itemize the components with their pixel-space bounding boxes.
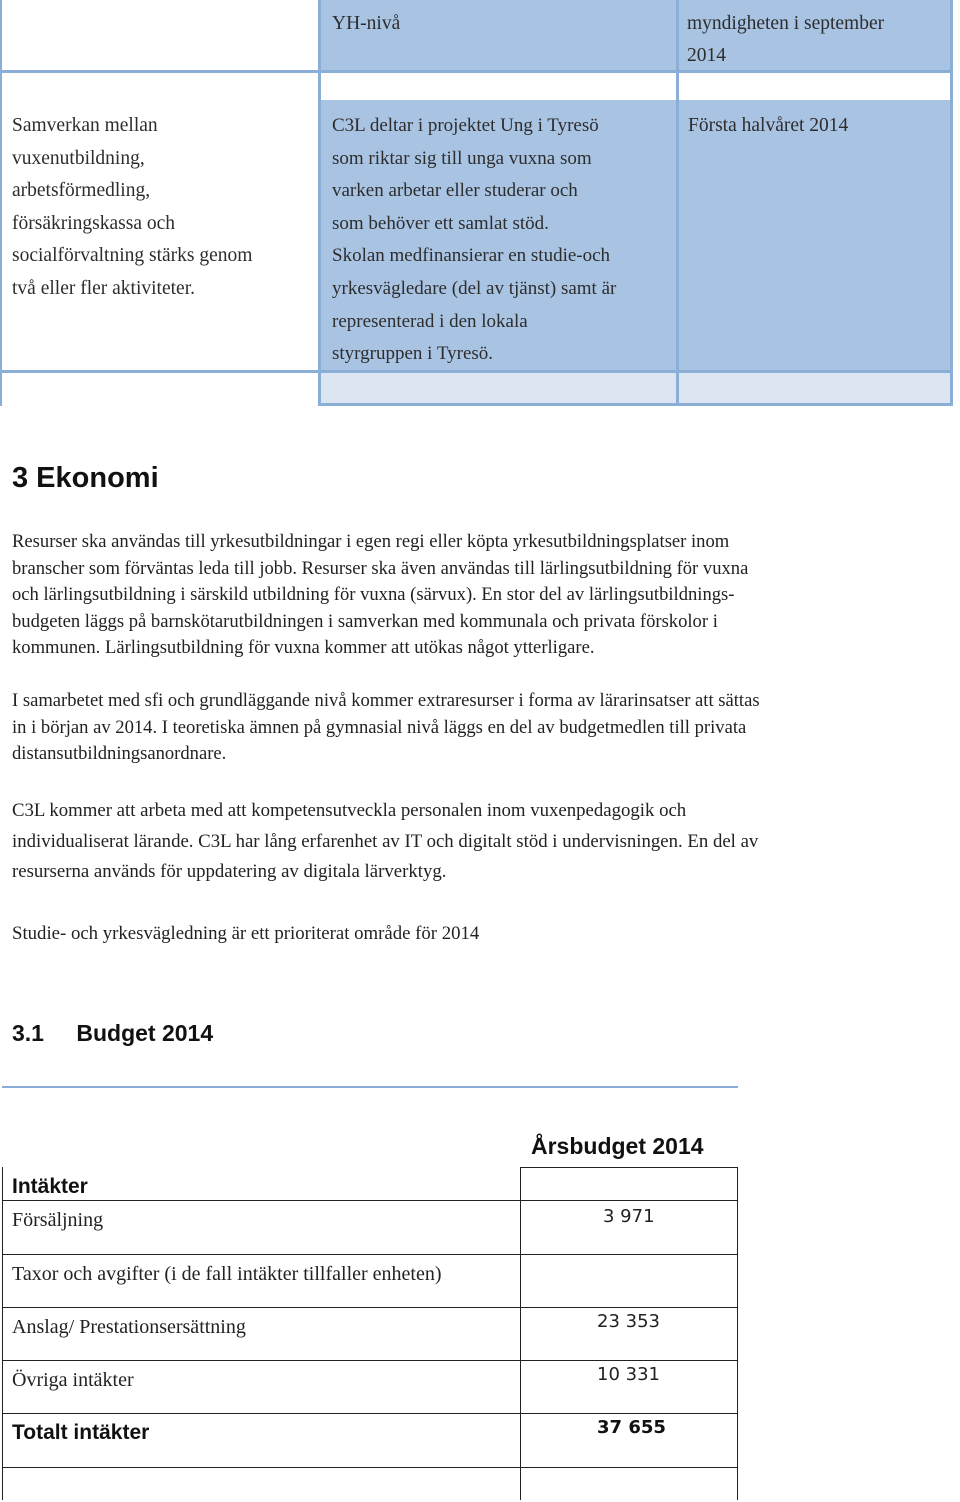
timing-text: Första halvåret 2014 — [688, 115, 849, 136]
budget-row-value: 3 971 — [603, 1206, 655, 1227]
budget-section-label: Intäkter — [12, 1175, 88, 1198]
header-authority-line2: 2014 — [687, 45, 726, 66]
budget-row-value: 23 353 — [597, 1311, 660, 1332]
paragraph-guidance: Studie- och yrkesvägledning är ett prioriterat område för 2014 — [12, 923, 480, 944]
paragraph-sfi: I samarbetet med sfi och grundläggande nivå kommer extraresurser i forma av lärarinsatser att sättas in i början av 2014. I teoretiska ämnen på gymnasial nivå läggs en del av budgetmedlen till privata distansutbildningsanordnare. — [12, 690, 760, 765]
budget-row-value: 10 331 — [597, 1364, 660, 1385]
goal-text: Samverkan mellan vuxenutbildning, arbetsförmedling, försäkringskassa och socialförvaltning stärks genom två eller fler aktiviteter. — [12, 115, 253, 299]
budget-row-label: Taxor och avgifter (i de fall intäkter tillfaller enheten) — [12, 1263, 442, 1285]
budget-column-header: Årsbudget 2014 — [531, 1133, 704, 1159]
heading-text: Budget 2014 — [76, 1020, 214, 1046]
budget-row-label: Anslag/ Prestationsersättning — [12, 1316, 246, 1338]
header-authority-line1: myndigheten i september — [687, 13, 885, 34]
activity-text: C3L deltar i projektet Ung i Tyresö som riktar sig till unga vuxna som varken arbetar eller studerar och som behöver ett samlat stöd. Skolan medfinansierar en studie-och yrkesvägledare (del av tjänst) samt är representerad i den lokala styrgruppen i Tyresö. — [332, 115, 617, 365]
table-empty-col3 — [677, 371, 952, 404]
budget-row-label: Övriga intäkter — [12, 1369, 134, 1391]
section-heading-budget — [12, 1020, 213, 1047]
paragraph-resources: Resurser ska användas till yrkesutbildningar i egen regi eller köpta yrkesutbildningsplatser inom branscher som förväntas leda till jobb. Resurser ska även användas till lärlingsutbildning för vuxna och lärlingsutbildning i särskild utbildning för vuxna (särvux). En stor del av lärlingsutbildnings- budgeten läggs på barnskötarutbildningen i samverkan med kommunala och privata förskolor i kommunen. Lärlingsutbildning för vuxna kommer att utökas något ytterligare. — [12, 531, 749, 659]
budget-total-value: 37 655 — [597, 1417, 666, 1438]
budget-row-label: Försäljning — [12, 1209, 104, 1231]
table-empty-col2 — [320, 371, 677, 404]
header-yh-level: YH-nivå — [332, 13, 401, 34]
heading-number: 3.1 — [12, 1020, 44, 1046]
heading-underline — [2, 1086, 738, 1088]
section-heading-ekonomi: 3 Ekonomi — [12, 462, 159, 494]
paragraph-competence: C3L kommer att arbeta med att kompetensutveckla personalen inom vuxenpedagogik och individualiserat lärande. C3L har lång erfarenhet av IT och digitalt stöd i undervisningen. En del av resurserna används för uppdatering av digitala lärverktyg. — [12, 800, 759, 882]
budget-total-label: Totalt intäkter — [12, 1421, 150, 1444]
